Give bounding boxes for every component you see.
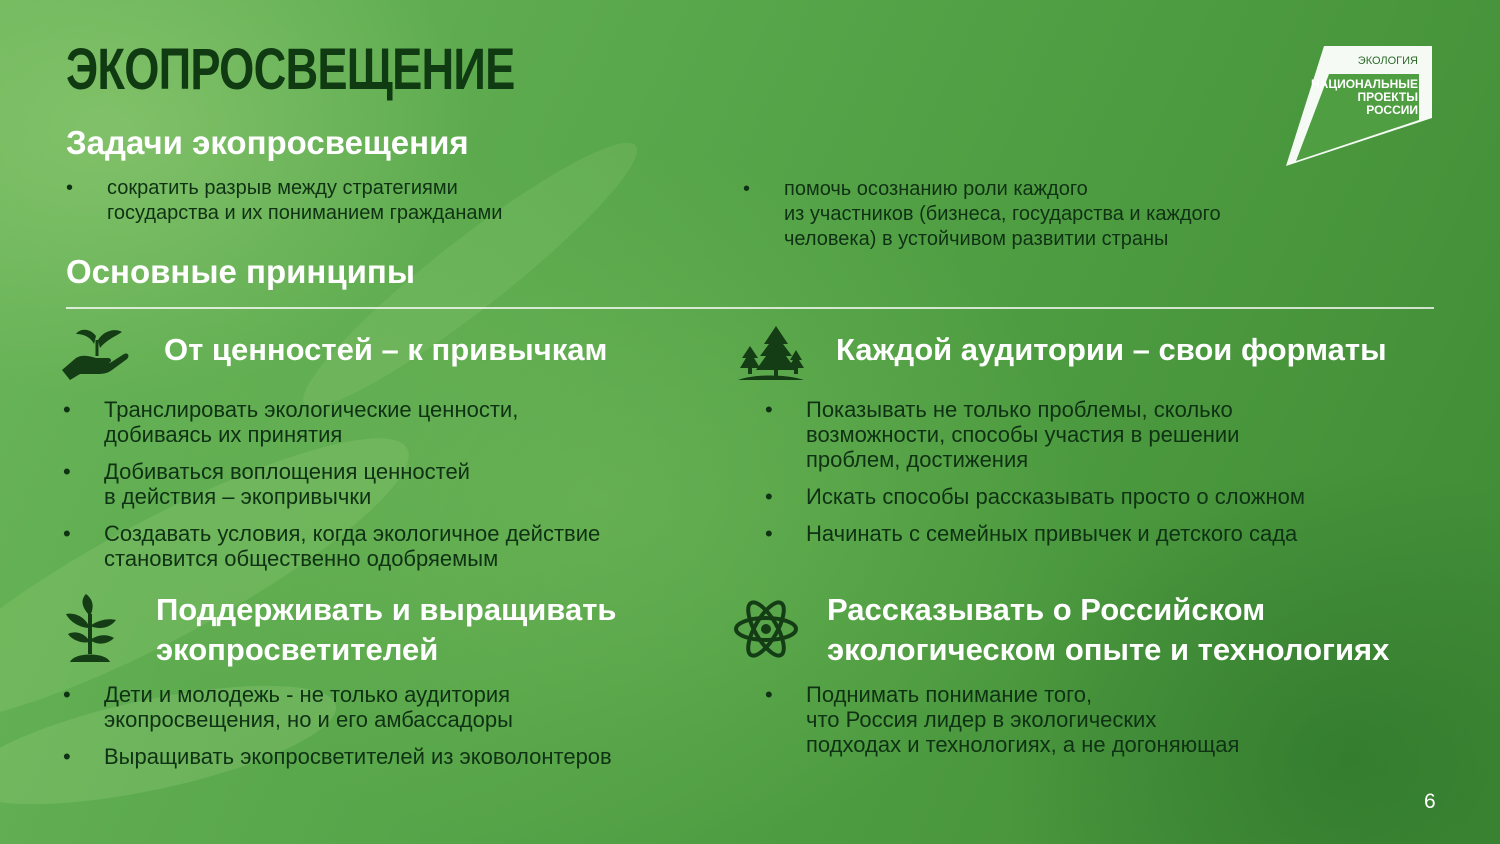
page-number: 6	[1424, 790, 1436, 813]
list-item: • Начинать с семейных привычек и детского сада	[765, 521, 1305, 546]
principles-heading: Основные принципы	[66, 253, 416, 290]
principle-title-educators: Поддерживать и выращивать экопросветителей	[156, 592, 617, 667]
plant-icon	[62, 594, 118, 664]
list-item: • Поднимать понимание того, что Россия лидер в экологических подходах и технологиях, а не догоняющая	[765, 682, 1239, 757]
principle-title-formats: Каждой аудитории – свои форматы	[836, 332, 1387, 367]
principle-list-formats	[765, 397, 1305, 558]
tasks-right-list	[743, 177, 1221, 252]
slide-title: ЭКОПРОСВЕЩЕНИЕ	[66, 37, 515, 102]
atom-icon	[734, 596, 798, 662]
list-item: • Создавать условия, когда экологичное действие становится общественно одобряемым	[63, 521, 600, 571]
principle-title-experience: Рассказывать о Российском экологическом опыте и технологиях	[827, 592, 1390, 667]
logo-line-2: ПРОЕКТЫ	[1357, 90, 1418, 104]
tasks-left-list	[66, 176, 502, 226]
principle-list-values	[63, 397, 600, 583]
logo-line-1: НАЦИОНАЛЬНЫЕ	[1311, 77, 1418, 91]
principle-title-values: От ценностей – к привычкам	[164, 332, 608, 367]
list-item: • Выращивать экопросветителей из эковолонтеров	[63, 744, 612, 769]
list-item: • Добиваться воплощения ценностей в действия – экопривычки	[63, 459, 600, 509]
list-item: • Показывать не только проблемы, сколько возможности, способы участия в решении проблем, достижения	[765, 397, 1305, 472]
principle-list-educators	[63, 682, 612, 781]
list-item: • Транслировать экологические ценности, добиваясь их принятия	[63, 397, 600, 447]
hand-sprout-icon	[60, 326, 130, 380]
logo-top-text: ЭКОЛОГИЯ	[1357, 55, 1418, 67]
logo-line-3: РОССИИ	[1366, 103, 1418, 117]
national-projects-logo	[1280, 44, 1436, 170]
principle-list-experience	[765, 682, 1239, 769]
divider	[66, 307, 1434, 309]
list-item: • сократить разрыв между стратегиями государства и их пониманием гражданами	[66, 176, 502, 226]
forest-icon	[738, 324, 804, 382]
tasks-heading: Задачи экопросвещения	[66, 124, 469, 161]
list-item: • помочь осознанию роли каждого из участников (бизнеса, государства и каждого человека) в устойчивом развитии страны	[743, 177, 1221, 252]
list-item: • Дети и молодежь - не только аудитория экопросвещения, но и его амбассадоры	[63, 682, 612, 732]
list-item: • Искать способы рассказывать просто о сложном	[765, 484, 1305, 509]
